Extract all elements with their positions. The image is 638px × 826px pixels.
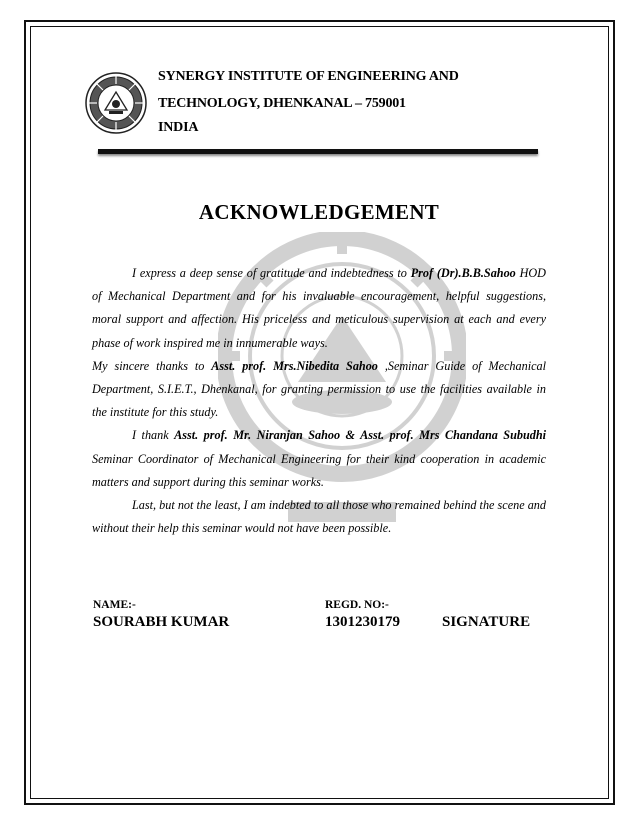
paragraph-4: Last, but not the least, I am indebted to all those who remained behind the scene and without their help this seminar would not have been possible. xyxy=(92,498,546,536)
header-divider xyxy=(98,149,538,154)
paragraph-3: I thank Asst. prof. Mr. Niranjan Sahoo & Asst. prof. Mrs Chandana Subudhi Seminar Coordinator of Mechanical Engineering for their kind cooperation in academic matters and support during this seminar works. xyxy=(92,428,546,489)
institute-logo xyxy=(85,72,147,134)
institute-name-line2: TECHNOLOGY, DHENKANAL – 759001 xyxy=(158,96,406,111)
page-title: ACKNOWLEDGEMENT xyxy=(198,200,440,224)
regd-label: REGD. NO:- xyxy=(325,599,389,611)
paragraph-2: My sincere thanks to Asst. prof. Mrs.Nibedita Sahoo ,Seminar Guide of Mechanical Department, S.I.E.T., Dhenkanal, for granting permission to use the facilities available in the institute for this study. xyxy=(92,358,546,420)
acknowledgement-body xyxy=(92,262,546,540)
name-value: SOURABH KUMAR xyxy=(93,614,230,630)
regd-value: 1301230179 xyxy=(325,614,400,630)
paragraph-1: I express a deep sense of gratitude and indebtedness to Prof (Dr).B.B.Sahoo HOD of Mechanical Department and for his invaluable encouragement, helpful suggestions, moral support and affection. His priceless and meticulous supervision at each and every phase of work inspired me in innumerable ways. xyxy=(92,266,546,350)
institute-country: INDIA xyxy=(158,120,199,135)
hod-name: Prof (Dr).B.B.Sahoo xyxy=(410,266,516,280)
guide-name: Asst. prof. Mrs.Nibedita Sahoo xyxy=(211,358,378,373)
institute-name-line1: SYNERGY INSTITUTE OF ENGINEERING AND xyxy=(158,69,459,84)
coordinator-names: Asst. prof. Mr. Niranjan Sahoo & Asst. prof. Mrs Chandana Subudhi xyxy=(174,428,546,443)
name-label: NAME:- xyxy=(93,599,136,611)
signature-label: SIGNATURE xyxy=(442,614,531,630)
